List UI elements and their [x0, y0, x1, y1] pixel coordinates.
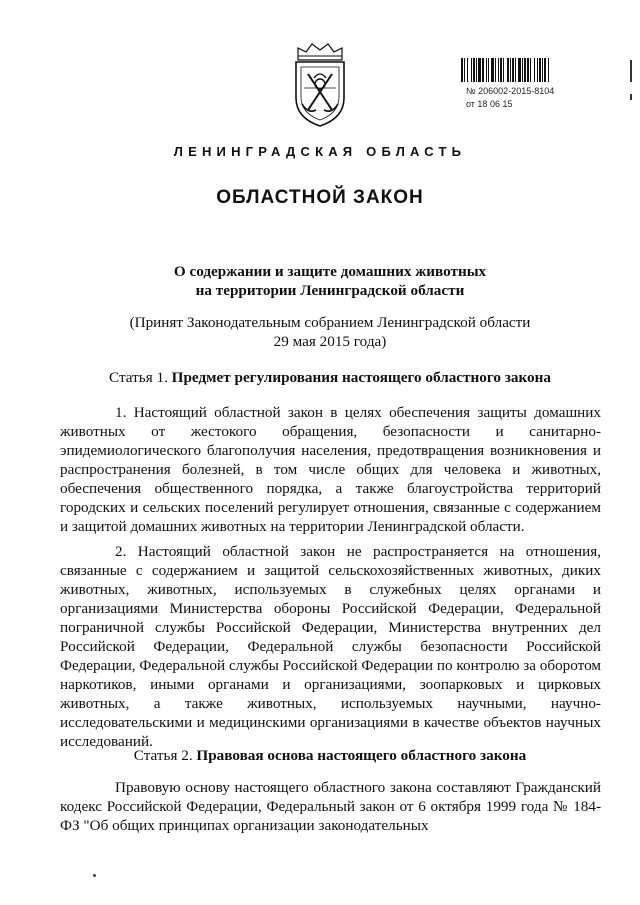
leningrad-oblast-emblem [288, 40, 352, 128]
article-number: Статья 1. [109, 369, 168, 386]
registration-barcode [461, 58, 595, 82]
document-type-title: ОБЛАСТНОЙ ЗАКОН [216, 187, 424, 208]
law-title [60, 262, 600, 300]
article-2-heading [60, 746, 600, 765]
law-title-line: О содержании и защите домашних животных [173, 263, 487, 280]
article-title: Правовая основа настоящего областного закона [196, 747, 527, 764]
article-paragraph: 2. Настоящий областной закон не распространяется на отношения, связанные с содержанием и защитой сельскохозяйственных животных, диких животных, животных, используемых в служебных целях органами и организациями Министерства обороны Российской Федерации, Федеральной пограничной службы Российской Федерации, Министерства внутренних дел Российской Федерации, Федеральной службы безопасности Российской Федерации, Федеральной службы Российской Федерации по контролю за оборотом наркотиков, иными органами и организациями, зоопарковых и цирковых животных, а также животных, используемых научными, научно-исследовательскими и медицинскими организациями в качестве объектов научных исследований. [60, 543, 602, 750]
registration-date: от 18 06 15 [466, 99, 513, 109]
registration-number: № 206002-2015-8104 [466, 86, 555, 96]
region-name: ЛЕНИНГРАДСКАЯ ОБЛАСТЬ [173, 144, 467, 159]
scan-mark [93, 874, 96, 877]
adoption-note-line: (Принят Законодательным собранием Ленинградской области [129, 314, 531, 331]
article-paragraph: 1. Настоящий областной закон в целях обеспечения защиты домашних животных от жестокого обращения, безопасности и санитарно-эпидемиологического благополучия населения, предотвращения возникновения и распространения болезней, в том числе общих для человека и животных, обеспечения общественного порядка, а также благоустройства территорий городских и сельских поселений регулирует отношения, связанные с содержанием и защитой домашних животных на территории Ленинградской области. [60, 404, 601, 535]
article-title: Предмет регулирования настоящего областного закона [171, 369, 551, 386]
adoption-note-line: 29 мая 2015 года) [273, 333, 387, 350]
article-paragraph: Правовую основу настоящего областного закона составляют Гражданский кодекс Российской Федерации, Федеральный закон от 6 октября 1999 года № 184-ФЗ "Об общих принципах организации законодательных [60, 779, 601, 834]
article-number: Статья 2. [133, 747, 193, 764]
adoption-note [60, 313, 600, 351]
edge-mark [630, 60, 632, 82]
law-title-line: на территории Ленинградской области [195, 282, 465, 299]
edge-mark [630, 94, 632, 100]
article-1-heading [60, 368, 600, 387]
